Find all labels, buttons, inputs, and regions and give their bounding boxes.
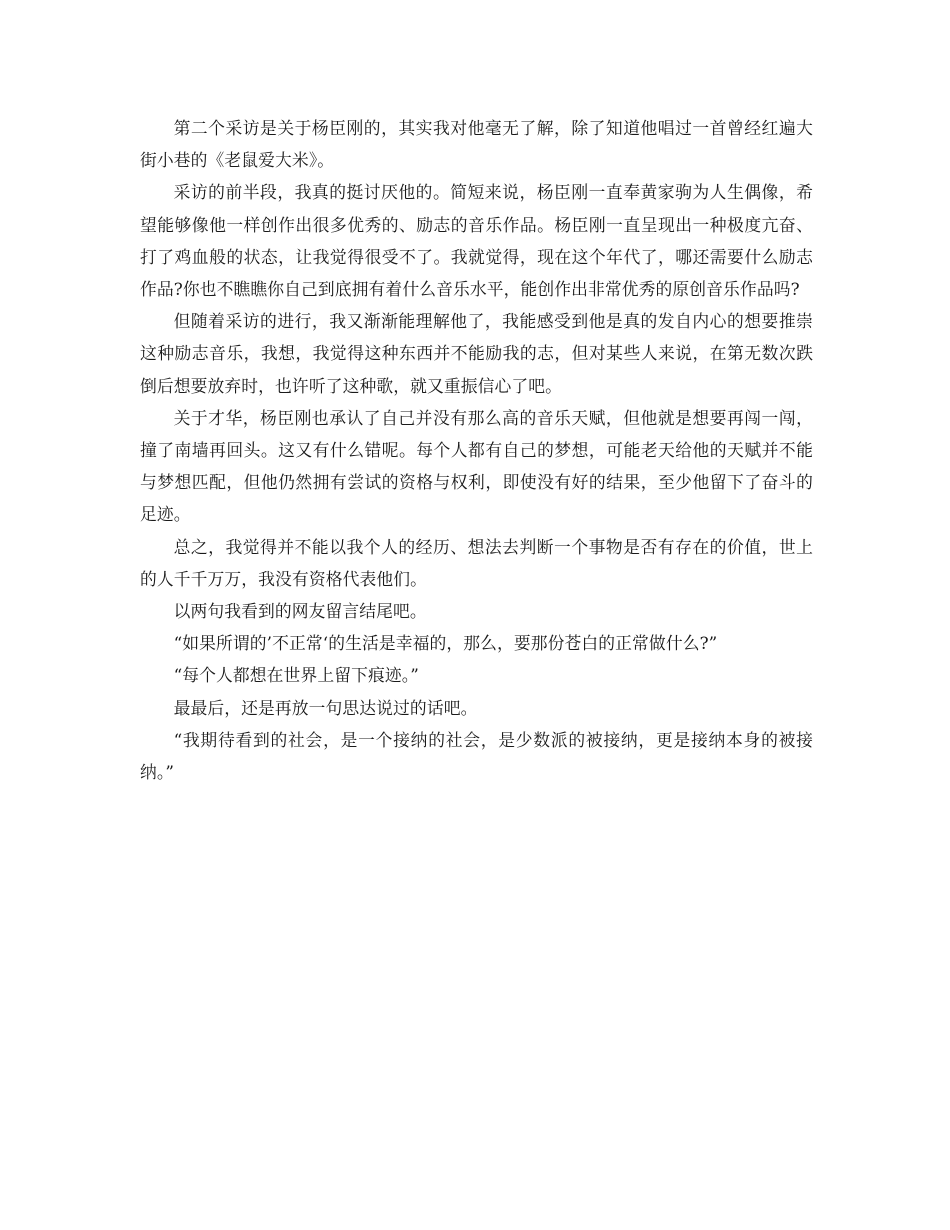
paragraph-8: “每个人都想在世界上留下痕迹。” [173,665,419,686]
paragraph-3: 但随着采访的进行，我又渐渐能理解他了，我能感受到他是真的发自内心的想要推崇这种励志音乐，我想，我觉得这种东西并不能励我的志，但对某些人来说，在第无数次跌倒后想要放弃时，也许听了这种歌，就又重振信心了吧。 [140,311,813,396]
paragraph-6: 以两句我看到的网友留言结尾吧。 [173,601,427,622]
paragraph-2: 采访的前半段，我真的挺讨厌他的。简短来说，杨臣刚一直奉黄家驹为人生偶像，希望能够像他一样创作出很多优秀的、励志的音乐作品。杨臣刚一直呈现出一种极度亢奋、打了鸡血般的状态，让我觉得很受不了。我就觉得，现在这个年代了，哪还需要什么励志作品?你也不瞧瞧你自己到底拥有着什么音乐水平，能创作出非常优秀的原创音乐作品吗? [140,182,813,300]
document-body [140,112,813,788]
paragraph-5: 总之，我觉得并不能以我个人的经历、想法去判断一个事物是否有存在的价值，世上的人千千万万，我没有资格代表他们。 [140,536,813,589]
paragraph-1: 第二个采访是关于杨臣刚的，其实我对他毫无了解，除了知道他唱过一首曾经红遍大街小巷的《老鼠爱大米》。 [140,118,813,171]
paragraph-9: 最最后，还是再放一句思达说过的话吧。 [173,697,478,718]
paragraph-4: 关于才华，杨臣刚也承认了自己并没有那么高的音乐天赋，但他就是想要再闯一闯，撞了南墙再回头。这又有什么错呢。每个人都有自己的梦想，可能老天给他的天赋并不能与梦想匹配，但他仍然拥有尝试的资格与权利，即使没有好的结果，至少他留下了奋斗的足迹。 [140,407,813,525]
paragraph-10: “我期待看到的社会，是一个接纳的社会，是少数派的被接纳，更是接纳本身的被接纳。” [140,729,813,783]
paragraph-7: “如果所谓的’不正常‘的生活是幸福的，那么，要那份苍白的正常做什么?” [173,633,718,654]
